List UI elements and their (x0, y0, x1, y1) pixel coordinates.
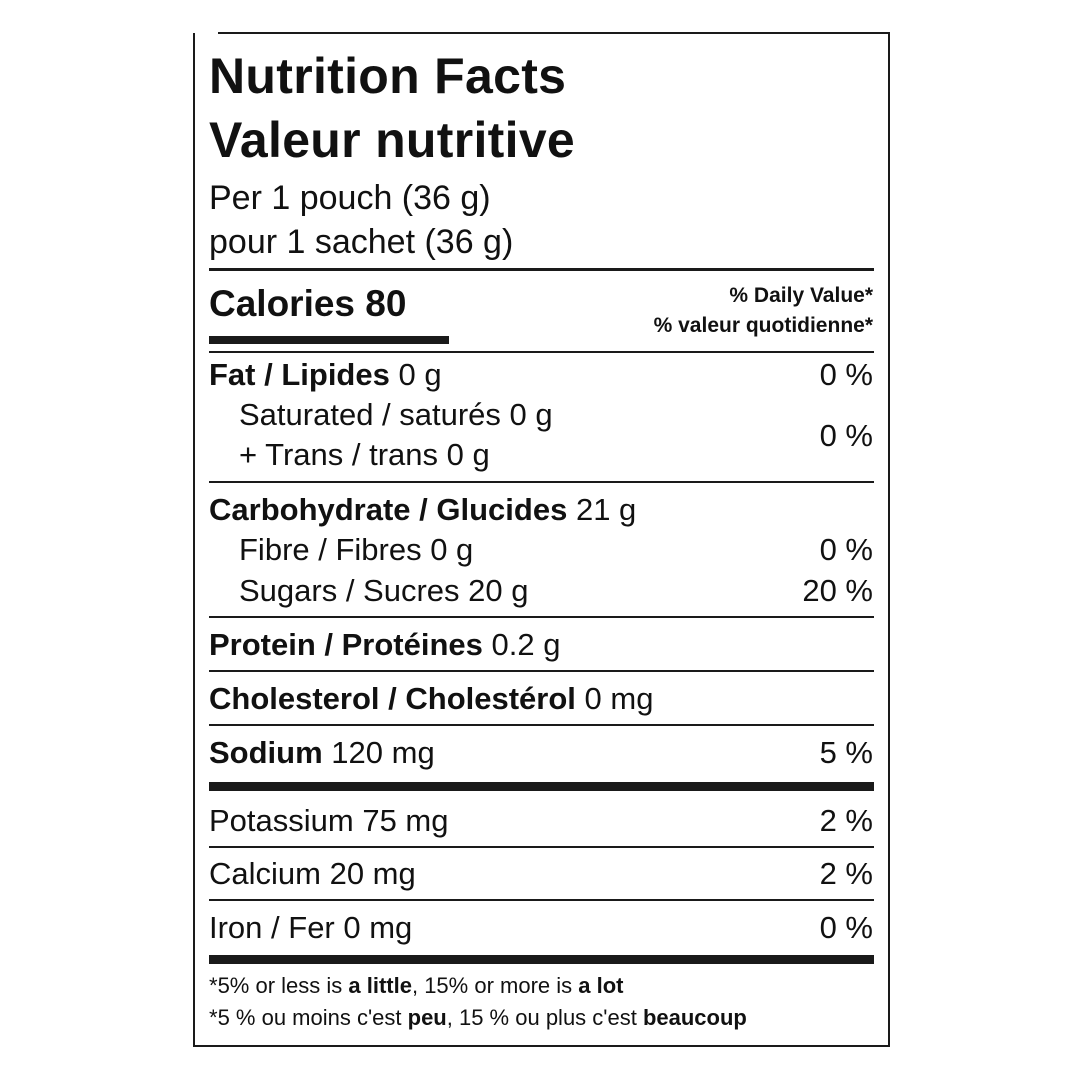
title-english: Nutrition Facts (209, 48, 567, 104)
fibre-row: Fibre / Fibres 0 g (239, 532, 474, 567)
fibre-daily-value: 0 % (819, 532, 873, 567)
cholesterol-amount: 0 mg (584, 681, 654, 716)
cholesterol-label: Cholesterol / Cholestérol (209, 681, 576, 716)
carbohydrate-label: Carbohydrate / Glucides (209, 492, 568, 527)
footnote-emphasis: a little (348, 973, 412, 998)
cholesterol-row (209, 681, 653, 717)
footnote-text: , 15 % ou plus c'est (446, 1005, 643, 1030)
serving-size-french: pour 1 sachet (36 g) (209, 223, 514, 261)
divider-line (209, 670, 874, 672)
thick-divider (209, 955, 874, 964)
daily-value-header-english: % Daily Value* (729, 284, 873, 307)
fat-row (209, 357, 442, 393)
footnote-text: , 15% or more is (411, 973, 579, 998)
serving-size-english: Per 1 pouch (36 g) (209, 179, 491, 217)
title-french: Valeur nutritive (209, 112, 576, 168)
footnote-emphasis: a lot (578, 973, 624, 998)
protein-row (209, 627, 560, 663)
calcium-daily-value: 2 % (819, 856, 873, 891)
calories-value: 80 (365, 283, 407, 324)
footnote-french (209, 1003, 747, 1033)
protein-amount: 0.2 g (491, 627, 561, 662)
sodium-row (209, 735, 435, 771)
sugars-daily-value: 20 % (802, 573, 873, 608)
footnote-english (209, 971, 623, 1001)
divider-line (209, 846, 874, 848)
fat-amount: 0 g (398, 357, 442, 392)
footnote-emphasis: peu (407, 1005, 447, 1030)
sodium-amount: 120 mg (331, 735, 435, 770)
divider-line (209, 351, 874, 353)
potassium-daily-value: 2 % (819, 803, 873, 838)
fat-label: Fat / Lipides (209, 357, 390, 392)
saturated-fat-row: Saturated / saturés 0 g (239, 397, 553, 432)
fat-daily-value: 0 % (819, 357, 873, 392)
footnote-asterisk: * (209, 1005, 218, 1030)
calcium-row: Calcium 20 mg (209, 856, 416, 891)
sodium-label: Sodium (209, 735, 323, 770)
footnote-emphasis: beaucoup (642, 1005, 747, 1030)
calories-underline (209, 336, 449, 344)
footnote-text: 5 % ou moins c'est (217, 1005, 408, 1030)
calories-label: Calories (209, 283, 356, 324)
carbohydrate-row (209, 492, 636, 528)
divider-line (209, 616, 874, 618)
divider-line (209, 724, 874, 726)
iron-row: Iron / Fer 0 mg (209, 910, 413, 945)
divider-line (209, 268, 874, 271)
divider-line (209, 899, 874, 901)
calories-row (209, 282, 406, 326)
protein-label: Protein / Protéines (209, 627, 483, 662)
sodium-daily-value: 5 % (819, 735, 873, 770)
trans-fat-row: + Trans / trans 0 g (239, 437, 490, 472)
sugars-row: Sugars / Sucres 20 g (239, 573, 529, 608)
thick-divider (209, 782, 874, 791)
iron-daily-value: 0 % (819, 910, 873, 945)
footnote-text: 5% or less is (217, 973, 349, 998)
carbohydrate-amount: 21 g (575, 492, 637, 527)
saturated-trans-daily-value: 0 % (819, 418, 873, 453)
daily-value-header (654, 281, 873, 341)
divider-line (209, 481, 874, 483)
footnote-asterisk: * (209, 973, 218, 998)
potassium-row: Potassium 75 mg (209, 803, 449, 838)
panel-top-border (218, 32, 890, 34)
daily-value-header-french: % valeur quotidienne* (653, 314, 873, 337)
